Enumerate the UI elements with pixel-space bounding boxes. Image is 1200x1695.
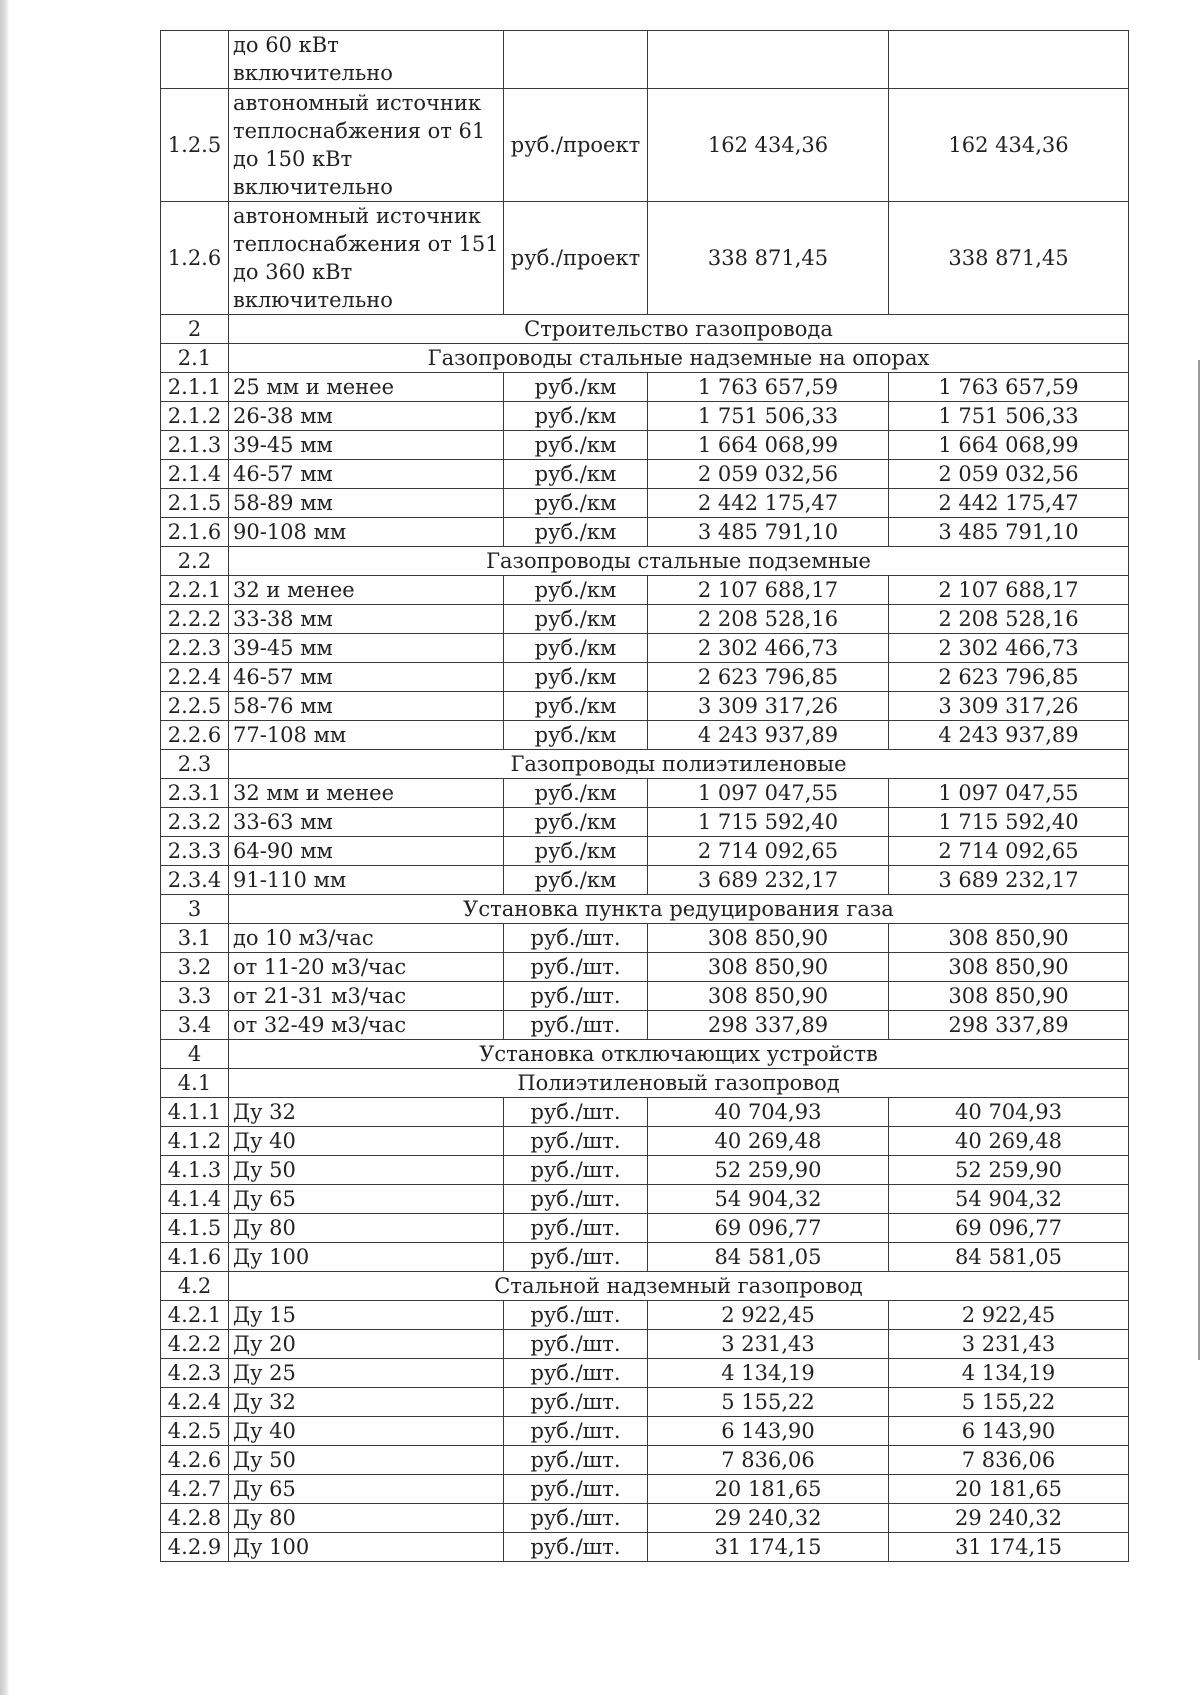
table-row xyxy=(161,1446,1129,1475)
scan-edge-shadow xyxy=(0,0,9,1695)
row-value-2: 1 715 592,40 xyxy=(889,808,1129,837)
row-name: Ду 32 xyxy=(229,1388,504,1417)
table-row xyxy=(161,1533,1129,1562)
row-value-1: 338 871,45 xyxy=(648,202,889,315)
row-unit: руб./шт. xyxy=(504,1011,648,1040)
row-number: 4.2.4 xyxy=(161,1388,229,1417)
row-value-2: 308 850,90 xyxy=(889,982,1129,1011)
row-value-1: 31 174,15 xyxy=(648,1533,889,1562)
section-row xyxy=(161,1040,1129,1069)
table-row xyxy=(161,431,1129,460)
row-name: Ду 40 xyxy=(229,1127,504,1156)
section-number: 3 xyxy=(161,895,229,924)
row-value-2: 2 059 032,56 xyxy=(889,460,1129,489)
row-name: 46-57 мм xyxy=(229,663,504,692)
row-number: 4.1.3 xyxy=(161,1156,229,1185)
row-name: 39-45 мм xyxy=(229,431,504,460)
row-number: 2.3.1 xyxy=(161,779,229,808)
table-row xyxy=(161,779,1129,808)
row-name: Ду 65 xyxy=(229,1475,504,1504)
row-unit: руб./проект xyxy=(504,202,648,315)
table-row xyxy=(161,924,1129,953)
row-number: 3.4 xyxy=(161,1011,229,1040)
row-value-2: 338 871,45 xyxy=(889,202,1129,315)
section-title: Полиэтиленовый газопровод xyxy=(229,1069,1129,1098)
row-value-2: 1 751 506,33 xyxy=(889,402,1129,431)
row-value-1: 2 442 175,47 xyxy=(648,489,889,518)
row-unit: руб./км xyxy=(504,373,648,402)
row-unit xyxy=(504,31,648,89)
row-value-1: 20 181,65 xyxy=(648,1475,889,1504)
row-name: от 21-31 м3/час xyxy=(229,982,504,1011)
table-row xyxy=(161,1243,1129,1272)
row-number: 3.3 xyxy=(161,982,229,1011)
row-number: 3.2 xyxy=(161,953,229,982)
row-unit: руб./км xyxy=(504,460,648,489)
row-name: 58-89 мм xyxy=(229,489,504,518)
row-unit: руб./км xyxy=(504,692,648,721)
row-unit: руб./шт. xyxy=(504,1330,648,1359)
table-row xyxy=(161,866,1129,895)
row-unit: руб./шт. xyxy=(504,953,648,982)
row-unit: руб./шт. xyxy=(504,1243,648,1272)
row-unit: руб./км xyxy=(504,663,648,692)
row-number: 4.2.6 xyxy=(161,1446,229,1475)
row-number: 2.3.2 xyxy=(161,808,229,837)
row-number: 2.2.3 xyxy=(161,634,229,663)
row-name: 26-38 мм xyxy=(229,402,504,431)
row-unit: руб./шт. xyxy=(504,1127,648,1156)
row-number: 4.2.7 xyxy=(161,1475,229,1504)
table-row xyxy=(161,1098,1129,1127)
table-row xyxy=(161,605,1129,634)
table-row xyxy=(161,692,1129,721)
row-number: 2.1.2 xyxy=(161,402,229,431)
row-value-2: 308 850,90 xyxy=(889,924,1129,953)
row-unit: руб./км xyxy=(504,518,648,547)
row-unit: руб./шт. xyxy=(504,1214,648,1243)
row-unit: руб./км xyxy=(504,576,648,605)
row-value-1: 308 850,90 xyxy=(648,982,889,1011)
row-number: 4.2.2 xyxy=(161,1330,229,1359)
row-number: 4.2.1 xyxy=(161,1301,229,1330)
section-number: 4.2 xyxy=(161,1272,229,1301)
row-number: 4.1.5 xyxy=(161,1214,229,1243)
row-value-1: 84 581,05 xyxy=(648,1243,889,1272)
section-row xyxy=(161,895,1129,924)
row-name: 33-38 мм xyxy=(229,605,504,634)
row-unit: руб./шт. xyxy=(504,1359,648,1388)
section-row xyxy=(161,315,1129,344)
table-row xyxy=(161,663,1129,692)
row-value-2: 29 240,32 xyxy=(889,1504,1129,1533)
row-unit: руб./шт. xyxy=(504,1446,648,1475)
row-unit: руб./шт. xyxy=(504,1185,648,1214)
row-value-1: 2 714 092,65 xyxy=(648,837,889,866)
row-number: 3.1 xyxy=(161,924,229,953)
row-name: от 11-20 м3/час xyxy=(229,953,504,982)
section-row xyxy=(161,344,1129,373)
row-value-2: 54 904,32 xyxy=(889,1185,1129,1214)
section-title: Газопроводы стальные надземные на опорах xyxy=(229,344,1129,373)
row-value-1: 2 107 688,17 xyxy=(648,576,889,605)
tariff-table xyxy=(160,30,1129,1562)
row-number: 2.2.4 xyxy=(161,663,229,692)
row-value-2: 3 309 317,26 xyxy=(889,692,1129,721)
row-value-2: 7 836,06 xyxy=(889,1446,1129,1475)
row-unit: руб./шт. xyxy=(504,1388,648,1417)
row-unit: руб./шт. xyxy=(504,1098,648,1127)
row-value-2 xyxy=(889,31,1129,89)
row-value-1: 40 269,48 xyxy=(648,1127,889,1156)
table-row xyxy=(161,634,1129,663)
table-row xyxy=(161,808,1129,837)
section-number: 4.1 xyxy=(161,1069,229,1098)
row-unit: руб./км xyxy=(504,489,648,518)
row-value-1: 29 240,32 xyxy=(648,1504,889,1533)
row-unit: руб./шт. xyxy=(504,1301,648,1330)
tariff-table-body xyxy=(161,31,1129,1562)
row-number: 1.2.6 xyxy=(161,202,229,315)
row-unit: руб./шт. xyxy=(504,1504,648,1533)
row-name: Ду 100 xyxy=(229,1243,504,1272)
table-row xyxy=(161,1156,1129,1185)
table-row xyxy=(161,982,1129,1011)
row-value-1 xyxy=(648,31,889,89)
row-value-1: 1 763 657,59 xyxy=(648,373,889,402)
row-number: 2.3.3 xyxy=(161,837,229,866)
row-unit: руб./км xyxy=(504,866,648,895)
row-number: 2.3.4 xyxy=(161,866,229,895)
row-name: 25 мм и менее xyxy=(229,373,504,402)
row-name: Ду 25 xyxy=(229,1359,504,1388)
row-name: Ду 50 xyxy=(229,1446,504,1475)
row-number: 2.2.5 xyxy=(161,692,229,721)
table-row xyxy=(161,89,1129,202)
row-name: Ду 50 xyxy=(229,1156,504,1185)
row-value-2: 3 485 791,10 xyxy=(889,518,1129,547)
row-unit: руб./шт. xyxy=(504,1533,648,1562)
section-row xyxy=(161,750,1129,779)
section-title: Строительство газопровода xyxy=(229,315,1129,344)
row-unit: руб./км xyxy=(504,431,648,460)
row-value-1: 1 715 592,40 xyxy=(648,808,889,837)
row-name: Ду 40 xyxy=(229,1417,504,1446)
table-row xyxy=(161,518,1129,547)
row-value-1: 5 155,22 xyxy=(648,1388,889,1417)
row-value-2: 1 097 047,55 xyxy=(889,779,1129,808)
row-value-2: 84 581,05 xyxy=(889,1243,1129,1272)
row-value-1: 4 134,19 xyxy=(648,1359,889,1388)
row-unit: руб./км xyxy=(504,721,648,750)
row-value-1: 3 485 791,10 xyxy=(648,518,889,547)
table-row xyxy=(161,953,1129,982)
row-number: 4.2.9 xyxy=(161,1533,229,1562)
row-value-2: 1 763 657,59 xyxy=(889,373,1129,402)
table-row xyxy=(161,721,1129,750)
section-title: Газопроводы стальные подземные xyxy=(229,547,1129,576)
row-value-2: 31 174,15 xyxy=(889,1533,1129,1562)
document-page xyxy=(160,30,1128,1562)
row-number: 4.1.4 xyxy=(161,1185,229,1214)
row-name: 33-63 мм xyxy=(229,808,504,837)
table-row xyxy=(161,1011,1129,1040)
row-value-2: 4 243 937,89 xyxy=(889,721,1129,750)
row-name: до 60 кВт включительно xyxy=(229,31,504,89)
table-row xyxy=(161,1504,1129,1533)
row-number: 4.2.5 xyxy=(161,1417,229,1446)
table-row xyxy=(161,373,1129,402)
table-row xyxy=(161,1301,1129,1330)
row-name: 32 мм и менее xyxy=(229,779,504,808)
row-value-2: 2 208 528,16 xyxy=(889,605,1129,634)
row-number: 2.2.1 xyxy=(161,576,229,605)
row-value-1: 308 850,90 xyxy=(648,953,889,982)
table-row xyxy=(161,1330,1129,1359)
row-name: Ду 15 xyxy=(229,1301,504,1330)
row-name: 77-108 мм xyxy=(229,721,504,750)
row-name: автономный источник теплоснабжения от 151 до 360 кВт включительно xyxy=(229,202,504,315)
row-unit: руб./шт. xyxy=(504,982,648,1011)
row-number: 2.2.6 xyxy=(161,721,229,750)
table-row-continuation xyxy=(161,31,1129,89)
row-value-2: 308 850,90 xyxy=(889,953,1129,982)
row-value-1: 4 243 937,89 xyxy=(648,721,889,750)
row-number: 1.2.5 xyxy=(161,89,229,202)
row-value-2: 1 664 068,99 xyxy=(889,431,1129,460)
row-number: 2.1.3 xyxy=(161,431,229,460)
row-name: 58-76 мм xyxy=(229,692,504,721)
table-row xyxy=(161,1185,1129,1214)
row-value-1: 6 143,90 xyxy=(648,1417,889,1446)
row-number: 4.2.3 xyxy=(161,1359,229,1388)
row-number: 4.1.2 xyxy=(161,1127,229,1156)
row-value-1: 2 623 796,85 xyxy=(648,663,889,692)
row-name: от 32-49 м3/час xyxy=(229,1011,504,1040)
row-unit: руб./км xyxy=(504,402,648,431)
row-value-1: 54 904,32 xyxy=(648,1185,889,1214)
row-value-1: 3 309 317,26 xyxy=(648,692,889,721)
row-value-2: 2 302 466,73 xyxy=(889,634,1129,663)
table-row xyxy=(161,1388,1129,1417)
row-unit: руб./шт. xyxy=(504,1475,648,1504)
row-value-1: 40 704,93 xyxy=(648,1098,889,1127)
row-value-2: 2 107 688,17 xyxy=(889,576,1129,605)
row-value-2: 4 134,19 xyxy=(889,1359,1129,1388)
row-unit: руб./км xyxy=(504,837,648,866)
row-number: 2.1.1 xyxy=(161,373,229,402)
table-row xyxy=(161,576,1129,605)
row-value-1: 52 259,90 xyxy=(648,1156,889,1185)
row-unit: руб./шт. xyxy=(504,1156,648,1185)
table-row xyxy=(161,402,1129,431)
row-value-2: 2 623 796,85 xyxy=(889,663,1129,692)
section-title: Установка пункта редуцирования газа xyxy=(229,895,1129,924)
table-row xyxy=(161,837,1129,866)
table-row xyxy=(161,1359,1129,1388)
row-unit: руб./шт. xyxy=(504,924,648,953)
table-row xyxy=(161,489,1129,518)
row-number: 4.1.1 xyxy=(161,1098,229,1127)
row-name: Ду 100 xyxy=(229,1533,504,1562)
row-value-1: 69 096,77 xyxy=(648,1214,889,1243)
row-number xyxy=(161,31,229,89)
row-value-2: 2 714 092,65 xyxy=(889,837,1129,866)
row-name: 46-57 мм xyxy=(229,460,504,489)
row-name: 39-45 мм xyxy=(229,634,504,663)
row-value-1: 308 850,90 xyxy=(648,924,889,953)
row-value-1: 2 059 032,56 xyxy=(648,460,889,489)
row-name: до 10 м3/час xyxy=(229,924,504,953)
row-name: 32 и менее xyxy=(229,576,504,605)
row-value-1: 3 231,43 xyxy=(648,1330,889,1359)
row-value-2: 40 704,93 xyxy=(889,1098,1129,1127)
row-value-1: 2 302 466,73 xyxy=(648,634,889,663)
section-title: Газопроводы полиэтиленовые xyxy=(229,750,1129,779)
table-row xyxy=(161,202,1129,315)
row-value-1: 2 922,45 xyxy=(648,1301,889,1330)
row-value-1: 1 751 506,33 xyxy=(648,402,889,431)
row-name: 64-90 мм xyxy=(229,837,504,866)
row-value-1: 162 434,36 xyxy=(648,89,889,202)
row-unit: руб./км xyxy=(504,605,648,634)
row-number: 2.1.5 xyxy=(161,489,229,518)
table-row xyxy=(161,1214,1129,1243)
section-number: 2.1 xyxy=(161,344,229,373)
row-unit: руб./проект xyxy=(504,89,648,202)
section-number: 4 xyxy=(161,1040,229,1069)
section-title: Установка отключающих устройств xyxy=(229,1040,1129,1069)
row-name: 90-108 мм xyxy=(229,518,504,547)
table-row xyxy=(161,1417,1129,1446)
row-value-2: 3 231,43 xyxy=(889,1330,1129,1359)
row-value-1: 1 664 068,99 xyxy=(648,431,889,460)
row-number: 4.1.6 xyxy=(161,1243,229,1272)
row-value-2: 20 181,65 xyxy=(889,1475,1129,1504)
row-unit: руб./шт. xyxy=(504,1417,648,1446)
row-value-2: 2 442 175,47 xyxy=(889,489,1129,518)
row-number: 2.2.2 xyxy=(161,605,229,634)
row-value-2: 5 155,22 xyxy=(889,1388,1129,1417)
row-name: Ду 20 xyxy=(229,1330,504,1359)
row-number: 2.1.6 xyxy=(161,518,229,547)
row-value-2: 2 922,45 xyxy=(889,1301,1129,1330)
row-value-1: 7 836,06 xyxy=(648,1446,889,1475)
row-name: Ду 65 xyxy=(229,1185,504,1214)
row-name: Ду 32 xyxy=(229,1098,504,1127)
row-number: 4.2.8 xyxy=(161,1504,229,1533)
row-name: 91-110 мм xyxy=(229,866,504,895)
row-value-1: 3 689 232,17 xyxy=(648,866,889,895)
table-row xyxy=(161,1475,1129,1504)
section-number: 2.3 xyxy=(161,750,229,779)
row-value-1: 1 097 047,55 xyxy=(648,779,889,808)
row-value-2: 52 259,90 xyxy=(889,1156,1129,1185)
row-name: автономный источник теплоснабжения от 61 до 150 кВт включительно xyxy=(229,89,504,202)
table-row xyxy=(161,460,1129,489)
row-name: Ду 80 xyxy=(229,1214,504,1243)
row-name: Ду 80 xyxy=(229,1504,504,1533)
row-value-2: 298 337,89 xyxy=(889,1011,1129,1040)
row-value-1: 2 208 528,16 xyxy=(648,605,889,634)
row-unit: руб./км xyxy=(504,779,648,808)
section-row xyxy=(161,547,1129,576)
section-number: 2 xyxy=(161,315,229,344)
section-row xyxy=(161,1272,1129,1301)
row-unit: руб./км xyxy=(504,634,648,663)
row-value-2: 162 434,36 xyxy=(889,89,1129,202)
section-title: Стальной надземный газопровод xyxy=(229,1272,1129,1301)
row-value-2: 40 269,48 xyxy=(889,1127,1129,1156)
table-row xyxy=(161,1127,1129,1156)
section-row xyxy=(161,1069,1129,1098)
row-unit: руб./км xyxy=(504,808,648,837)
row-value-2: 69 096,77 xyxy=(889,1214,1129,1243)
row-value-1: 298 337,89 xyxy=(648,1011,889,1040)
section-number: 2.2 xyxy=(161,547,229,576)
row-value-2: 3 689 232,17 xyxy=(889,866,1129,895)
row-number: 2.1.4 xyxy=(161,460,229,489)
row-value-2: 6 143,90 xyxy=(889,1417,1129,1446)
